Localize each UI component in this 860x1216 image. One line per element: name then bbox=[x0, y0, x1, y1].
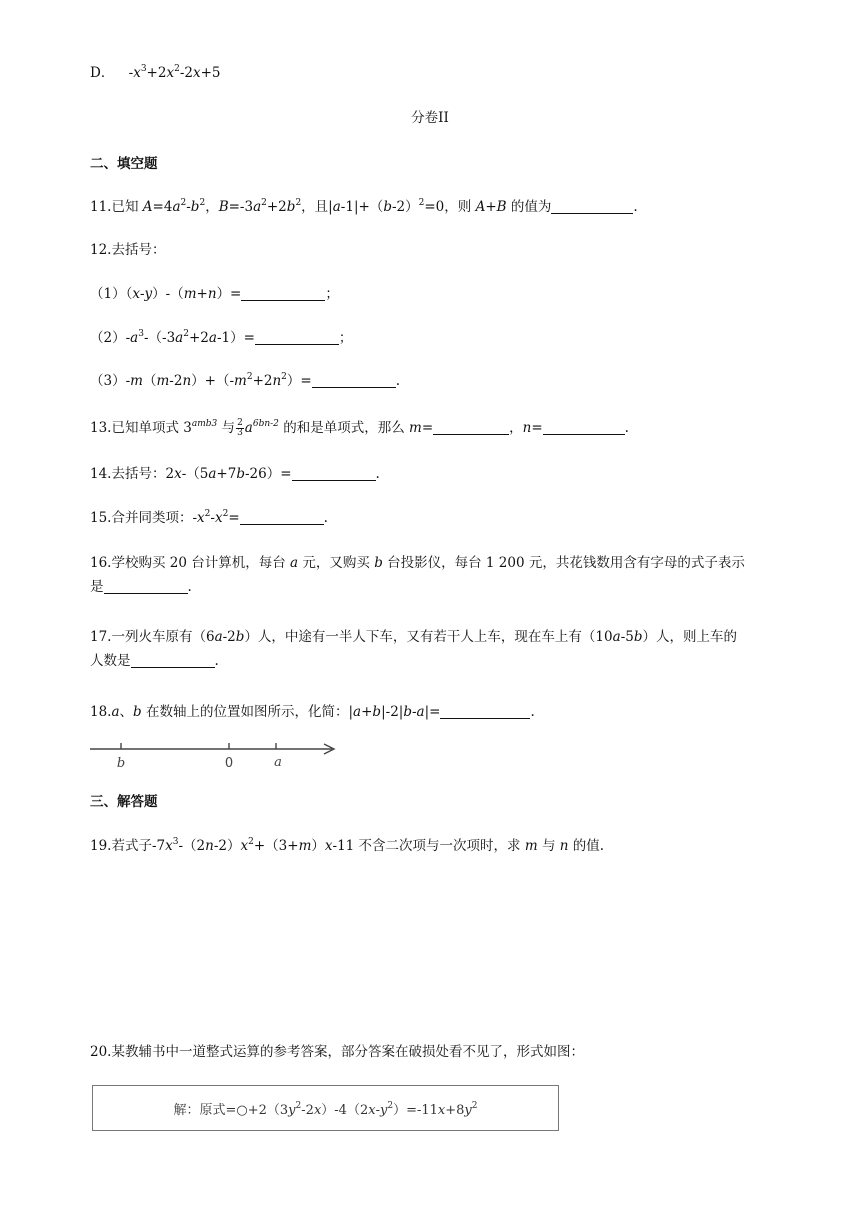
answer-blank bbox=[543, 420, 625, 435]
answer-blank bbox=[241, 286, 325, 301]
option-d bbox=[90, 63, 221, 83]
question-16: 16.学校购买 20 台计算机，每台 a 元，又购买 b 台投影仪，每台 1 200 元，共花钱数用含有字母的式子表示 是 . bbox=[90, 555, 745, 595]
question-11: 11.已知 $A=4a^2-b^2$，$B=-3a^2+2b^2$，且$|a-1|+(b-2)^2=0$，则 A+B 的值为 . bbox=[90, 198, 638, 215]
option-d-label: D． bbox=[90, 65, 115, 81]
question-13: 13.已知单项式 $3^{amb3}$ 与 $\frac{2}{3}$ $a^{6bn-2}$ 的和是单项式，那么 m= ，n= . bbox=[90, 418, 629, 438]
number-line bbox=[88, 738, 348, 774]
section-fen-juan: 分卷II bbox=[411, 110, 449, 126]
question-20: 20.某教辅书中一道整式运算的参考答案，部分答案在破损处看不见了，形式如图： bbox=[90, 1044, 584, 1060]
label-a: a bbox=[274, 755, 282, 770]
answer-box bbox=[92, 1085, 559, 1131]
answer-blank bbox=[433, 420, 509, 435]
option-d-expression: $-x^3+2x^2-2x+5$ bbox=[128, 64, 221, 81]
question-17: 17.一列火车原有（6a-2b）人，中途有一半人下车，又有若干人上车，现在车上有（10a-5b）人，则上车的 人数是 . bbox=[90, 629, 737, 669]
fraction: $\frac{2}{3}$ bbox=[237, 418, 243, 438]
question-15: 15.合并同类项：$-x^2-x^2=$ . bbox=[90, 509, 328, 526]
answer-blank bbox=[240, 510, 324, 525]
answer-blank bbox=[292, 466, 376, 481]
answer-blank bbox=[131, 653, 215, 668]
question-14: 14.去括号：2x-（5a+7b-26）= . bbox=[90, 466, 380, 482]
question-18: 18.a、b 在数轴上的位置如图所示，化简：|a+b|-2|b-a|= . bbox=[90, 704, 535, 720]
label-b: b bbox=[116, 756, 126, 771]
question-12-part-3: $(3)-m(m-2n)+(-m^2+2n^2)=$ . bbox=[90, 372, 401, 389]
answer-blank bbox=[551, 199, 633, 214]
question-19: 19.若式子$-7x^3-(2n-2)x^2+(3+m)x-11$ 不含二次项与一次项时，求 m 与 n 的值. bbox=[90, 837, 605, 854]
answer-blank bbox=[255, 330, 339, 345]
question-12-part-1: （1）（x-y）-（m+n）= ； bbox=[90, 286, 339, 302]
label-zero: 0 bbox=[224, 756, 234, 771]
answer-box-text: 解：原式$=○+2(3y^2-2x)-4(2x-y^2)=-11x+8y^2$ bbox=[173, 1100, 478, 1118]
section-two-heading: 二、填空题 bbox=[90, 156, 158, 172]
answer-blank bbox=[104, 579, 188, 594]
section-three-heading: 三、解答题 bbox=[90, 794, 158, 810]
question-12-part-2: $(2)-a^3-(-3a^2+2a-1)=$ ； bbox=[90, 329, 353, 346]
answer-blank bbox=[440, 704, 530, 719]
question-12-title: 12.去括号： bbox=[90, 242, 166, 258]
answer-blank bbox=[312, 373, 396, 388]
